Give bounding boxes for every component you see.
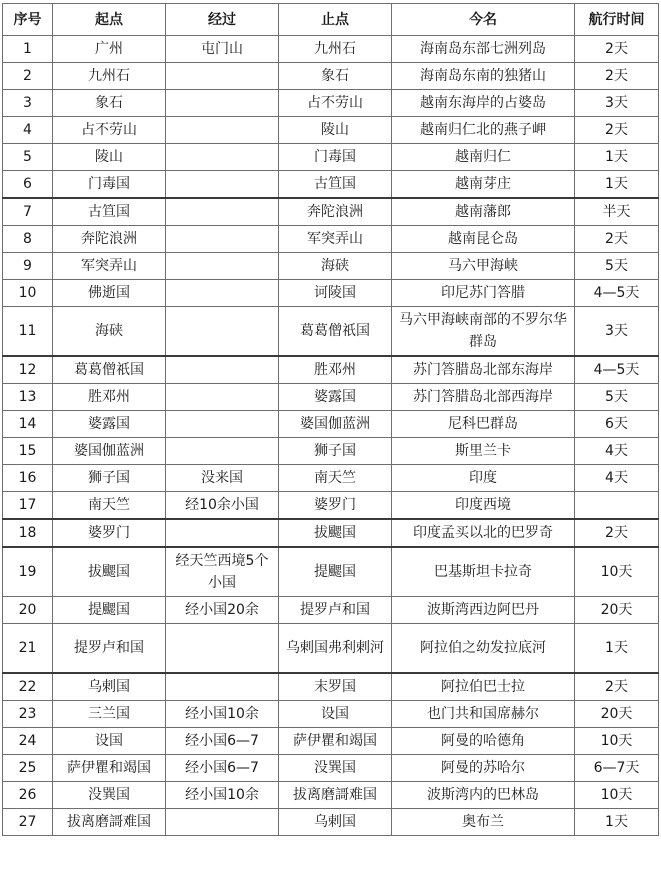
cell-end: 拔颸国 (279, 519, 392, 547)
cell-no: 2 (3, 63, 53, 90)
table-row (3, 728, 659, 755)
cell-sailing-time: 6天 (575, 411, 659, 438)
cell-no: 27 (3, 809, 53, 836)
cell-end: 奔陀浪洲 (279, 198, 392, 226)
cell-sailing-time: 10天 (575, 728, 659, 755)
cell-end: 胜邓州 (279, 356, 392, 384)
cell-via (166, 63, 279, 90)
cell-no: 24 (3, 728, 53, 755)
cell-end: 设国 (279, 701, 392, 728)
cell-modern-name: 越南藩郎 (392, 198, 575, 226)
cell-start: 广州 (53, 36, 166, 63)
cell-no: 22 (3, 673, 53, 701)
cell-start: 胜邓州 (53, 384, 166, 411)
cell-via (166, 307, 279, 357)
table-row (3, 809, 659, 836)
table-row (3, 226, 659, 253)
cell-no: 11 (3, 307, 53, 357)
cell-via (166, 198, 279, 226)
table-row (3, 307, 659, 357)
cell-sailing-time: 4—5天 (575, 280, 659, 307)
cell-start: 没巽国 (53, 782, 166, 809)
cell-via (166, 171, 279, 199)
cell-end: 占不劳山 (279, 90, 392, 117)
cell-end: 提罗卢和国 (279, 597, 392, 624)
cell-modern-name: 波斯湾西边阿巴丹 (392, 597, 575, 624)
cell-sailing-time: 3天 (575, 307, 659, 357)
cell-via: 没来国 (166, 465, 279, 492)
cell-modern-name: 印度 (392, 465, 575, 492)
cell-modern-name: 奥布兰 (392, 809, 575, 836)
cell-start: 佛逝国 (53, 280, 166, 307)
cell-via: 经小国20余 (166, 597, 279, 624)
header-via: 经过 (166, 4, 279, 36)
table-row (3, 755, 659, 782)
cell-modern-name: 波斯湾内的巴林岛 (392, 782, 575, 809)
cell-start: 狮子国 (53, 465, 166, 492)
cell-sailing-time: 半天 (575, 198, 659, 226)
cell-modern-name: 越南芽庄 (392, 171, 575, 199)
cell-no: 17 (3, 492, 53, 520)
cell-start: 门毒国 (53, 171, 166, 199)
cell-sailing-time: 6—7天 (575, 755, 659, 782)
table-row (3, 356, 659, 384)
cell-end: 南天竺 (279, 465, 392, 492)
cell-end: 婆国伽蓝洲 (279, 411, 392, 438)
header-end: 止点 (279, 4, 392, 36)
cell-end: 婆罗门 (279, 492, 392, 520)
cell-modern-name: 阿拉伯巴士拉 (392, 673, 575, 701)
cell-end: 萨伊瞿和竭国 (279, 728, 392, 755)
header-modern-name: 今名 (392, 4, 575, 36)
cell-start: 海硖 (53, 307, 166, 357)
cell-start: 奔陀浪洲 (53, 226, 166, 253)
cell-modern-name: 苏门答腊岛北部东海岸 (392, 356, 575, 384)
cell-no: 26 (3, 782, 53, 809)
cell-via (166, 280, 279, 307)
cell-via: 屯门山 (166, 36, 279, 63)
cell-via (166, 117, 279, 144)
cell-no: 3 (3, 90, 53, 117)
cell-modern-name: 马六甲海峡 (392, 253, 575, 280)
table-row (3, 280, 659, 307)
cell-start: 提颸国 (53, 597, 166, 624)
cell-no: 15 (3, 438, 53, 465)
cell-start: 设国 (53, 728, 166, 755)
cell-no: 10 (3, 280, 53, 307)
table-row (3, 411, 659, 438)
cell-via (166, 226, 279, 253)
cell-via (166, 144, 279, 171)
cell-modern-name: 苏门答腊岛北部西海岸 (392, 384, 575, 411)
route-table (2, 3, 659, 836)
cell-via: 经天竺西境5个小国 (166, 547, 279, 597)
cell-sailing-time: 2天 (575, 36, 659, 63)
table-row (3, 171, 659, 199)
cell-end: 陵山 (279, 117, 392, 144)
cell-no: 23 (3, 701, 53, 728)
header-no: 序号 (3, 4, 53, 36)
cell-end: 末罗国 (279, 673, 392, 701)
cell-end: 诃陵国 (279, 280, 392, 307)
cell-sailing-time: 3天 (575, 90, 659, 117)
cell-no: 8 (3, 226, 53, 253)
cell-start: 九州石 (53, 63, 166, 90)
cell-via (166, 438, 279, 465)
cell-modern-name: 越南东海岸的占婆岛 (392, 90, 575, 117)
cell-sailing-time: 10天 (575, 782, 659, 809)
table-row (3, 36, 659, 63)
cell-via: 经小国6—7 (166, 755, 279, 782)
cell-start: 婆国伽蓝洲 (53, 438, 166, 465)
cell-sailing-time: 1天 (575, 171, 659, 199)
cell-sailing-time: 2天 (575, 519, 659, 547)
cell-sailing-time: 4天 (575, 438, 659, 465)
cell-modern-name: 阿拉伯之幼发拉底河 (392, 624, 575, 674)
cell-start: 萨伊瞿和竭国 (53, 755, 166, 782)
table-body (3, 36, 659, 836)
cell-end: 乌剌国 (279, 809, 392, 836)
table-row (3, 465, 659, 492)
cell-sailing-time: 20天 (575, 597, 659, 624)
cell-modern-name: 海南岛东部七洲列岛 (392, 36, 575, 63)
cell-sailing-time: 1天 (575, 809, 659, 836)
cell-sailing-time: 2天 (575, 63, 659, 90)
cell-modern-name: 马六甲海峡南部的不罗尔华群岛 (392, 307, 575, 357)
cell-no: 18 (3, 519, 53, 547)
cell-no: 21 (3, 624, 53, 674)
cell-sailing-time: 1天 (575, 144, 659, 171)
cell-no: 13 (3, 384, 53, 411)
cell-no: 4 (3, 117, 53, 144)
cell-modern-name: 海南岛东南的独猪山 (392, 63, 575, 90)
table-row (3, 144, 659, 171)
cell-no: 9 (3, 253, 53, 280)
cell-sailing-time: 5天 (575, 253, 659, 280)
cell-modern-name: 巴基斯坦卡拉奇 (392, 547, 575, 597)
cell-modern-name: 印尼苏门答腊 (392, 280, 575, 307)
cell-start: 拔离磨謌难国 (53, 809, 166, 836)
cell-start: 婆罗门 (53, 519, 166, 547)
cell-via: 经10余小国 (166, 492, 279, 520)
cell-end: 提颸国 (279, 547, 392, 597)
cell-modern-name: 印度孟买以北的巴罗奇 (392, 519, 575, 547)
cell-sailing-time: 1天 (575, 624, 659, 674)
cell-start: 葛葛僧祇国 (53, 356, 166, 384)
cell-start: 占不劳山 (53, 117, 166, 144)
cell-modern-name: 越南昆仑岛 (392, 226, 575, 253)
table-row (3, 673, 659, 701)
cell-via: 经小国6—7 (166, 728, 279, 755)
cell-no: 6 (3, 171, 53, 199)
table-row (3, 63, 659, 90)
cell-sailing-time: 4天 (575, 465, 659, 492)
cell-no: 16 (3, 465, 53, 492)
cell-end: 狮子国 (279, 438, 392, 465)
cell-start: 古笪国 (53, 198, 166, 226)
cell-modern-name: 也门共和国席赫尔 (392, 701, 575, 728)
cell-start: 象石 (53, 90, 166, 117)
cell-sailing-time: 2天 (575, 673, 659, 701)
cell-sailing-time: 5天 (575, 384, 659, 411)
header-start: 起点 (53, 4, 166, 36)
cell-end: 婆露国 (279, 384, 392, 411)
cell-sailing-time: 2天 (575, 226, 659, 253)
cell-start: 提罗卢和国 (53, 624, 166, 674)
cell-end: 古笪国 (279, 171, 392, 199)
cell-start: 陵山 (53, 144, 166, 171)
cell-end: 葛葛僧祇国 (279, 307, 392, 357)
table-row (3, 547, 659, 597)
table-row (3, 701, 659, 728)
cell-end: 海硖 (279, 253, 392, 280)
cell-modern-name: 印度西境 (392, 492, 575, 520)
cell-sailing-time: 20天 (575, 701, 659, 728)
cell-via (166, 384, 279, 411)
cell-no: 14 (3, 411, 53, 438)
cell-start: 军突弄山 (53, 253, 166, 280)
cell-via (166, 356, 279, 384)
cell-sailing-time: 4—5天 (575, 356, 659, 384)
table-row (3, 597, 659, 624)
table-row (3, 90, 659, 117)
cell-via (166, 673, 279, 701)
cell-no: 5 (3, 144, 53, 171)
cell-start: 婆露国 (53, 411, 166, 438)
header-sailing-time: 航行时间 (575, 4, 659, 36)
cell-end: 乌剌国弗利剌河 (279, 624, 392, 674)
table-row (3, 782, 659, 809)
cell-end: 象石 (279, 63, 392, 90)
cell-end: 没巽国 (279, 755, 392, 782)
cell-via (166, 90, 279, 117)
cell-end: 门毒国 (279, 144, 392, 171)
cell-modern-name: 阿曼的苏哈尔 (392, 755, 575, 782)
table-row (3, 492, 659, 520)
table-row (3, 519, 659, 547)
cell-start: 三兰国 (53, 701, 166, 728)
cell-modern-name: 越南归仁北的燕子岬 (392, 117, 575, 144)
cell-sailing-time: 2天 (575, 117, 659, 144)
cell-via: 经小国10余 (166, 782, 279, 809)
cell-via (166, 411, 279, 438)
cell-no: 25 (3, 755, 53, 782)
table-row (3, 438, 659, 465)
cell-via: 经小国10余 (166, 701, 279, 728)
cell-no: 1 (3, 36, 53, 63)
cell-modern-name: 阿曼的哈德角 (392, 728, 575, 755)
table-row (3, 384, 659, 411)
cell-start: 拔颸国 (53, 547, 166, 597)
cell-no: 19 (3, 547, 53, 597)
table-row (3, 624, 659, 674)
cell-sailing-time: 10天 (575, 547, 659, 597)
cell-end: 拔离磨謌难国 (279, 782, 392, 809)
cell-via (166, 253, 279, 280)
cell-start: 乌剌国 (53, 673, 166, 701)
cell-modern-name: 斯里兰卡 (392, 438, 575, 465)
cell-no: 12 (3, 356, 53, 384)
table-row (3, 198, 659, 226)
cell-start: 南天竺 (53, 492, 166, 520)
header-row (3, 4, 659, 36)
cell-end: 九州石 (279, 36, 392, 63)
cell-modern-name: 越南归仁 (392, 144, 575, 171)
table-row (3, 117, 659, 144)
cell-via (166, 519, 279, 547)
cell-via (166, 624, 279, 674)
cell-modern-name: 尼科巴群岛 (392, 411, 575, 438)
table-row (3, 253, 659, 280)
cell-via (166, 809, 279, 836)
cell-end: 军突弄山 (279, 226, 392, 253)
cell-sailing-time (575, 492, 659, 520)
cell-no: 20 (3, 597, 53, 624)
cell-no: 7 (3, 198, 53, 226)
